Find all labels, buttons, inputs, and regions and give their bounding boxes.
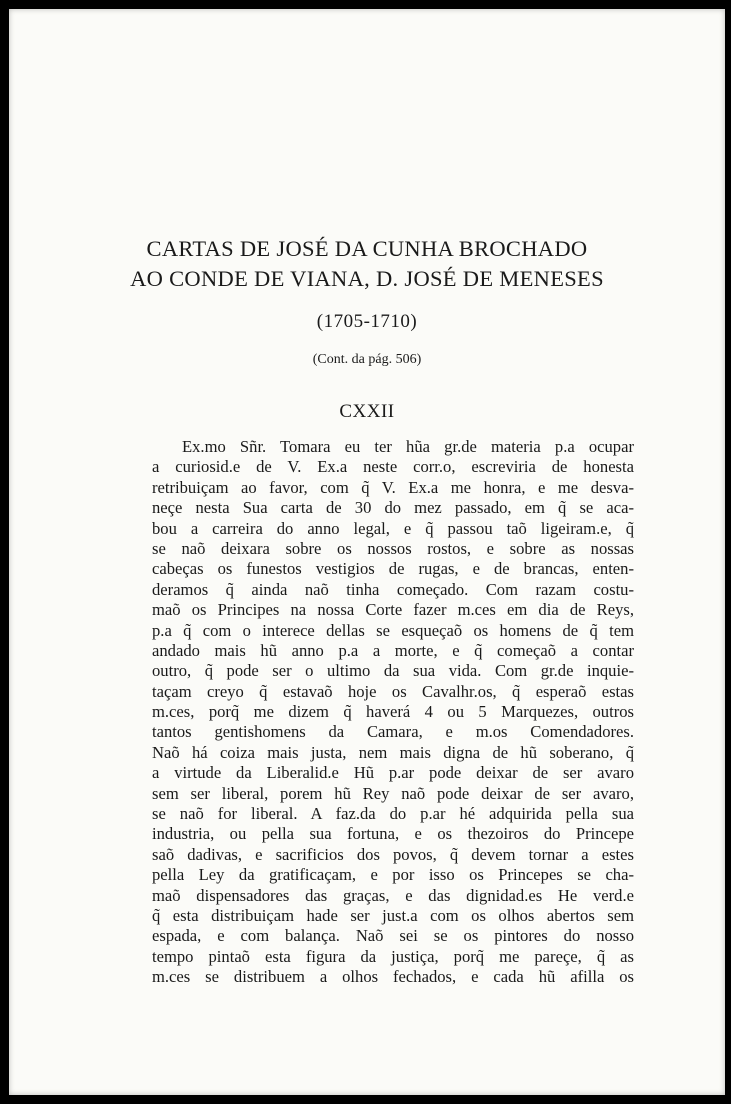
- text-line: m.ces se distribuem a olhos fechados, e cada hũ afilla os: [152, 967, 634, 987]
- article-title: [9, 234, 725, 294]
- text-line: neçe nesta Sua carta de 30 do mez passado, em q̃ se aca-: [152, 498, 634, 518]
- letter-body: [152, 437, 634, 988]
- title-line: AO CONDE DE VIANA, D. JOSÉ DE MENESES: [130, 266, 604, 291]
- text-line: a virtude da Liberalid.e Hũ p.ar pode deixar de ser avaro: [152, 763, 634, 783]
- text-line: saõ dadivas, e sacrificios dos povos, q̃ devem tornar a estes: [152, 844, 634, 864]
- text-line: espada, e com balança. Naõ sei se os pintores do nosso: [152, 926, 634, 946]
- text-line: taçam creyo q̃ estavaõ hoje os Cavalhr.os, q̃ esperaõ estas: [152, 681, 634, 701]
- text-line: Ex.mo Sñr. Tomara eu ter hũa gr.de materia p.a ocupar: [182, 437, 634, 456]
- text-line: pella Ley da gratificaçam, e por isso os Princepes se cha-: [152, 865, 634, 885]
- text-line: m.ces, porq̃ me dizem q̃ haverá 4 ou 5 Marquezes, outros: [152, 702, 634, 722]
- text-line: tempo pintaõ esta figura da justiça, porq̃ me pareçe, q̃ as: [152, 946, 634, 966]
- text-line: outro, q̃ pode ser o ultimo da sua vida. Com gr.de inquie-: [152, 661, 634, 681]
- text-line: deramos q̃ ainda naõ tinha começado. Com razam costu-: [152, 579, 634, 599]
- text-line: tantos gentishomens da Camara, e m.os Comendadores.: [152, 722, 634, 742]
- book-page: [9, 9, 725, 1095]
- date-range: (1705-1710): [316, 311, 418, 332]
- text-line: se naõ for liberal. A faz.da do p.ar hé adquirida pella sua: [152, 804, 634, 824]
- text-line: se naõ deixara sobre os nossos rostos, e sobre as nossas: [152, 538, 634, 558]
- text-line: Naõ há coiza mais justa, nem mais digna de hũ soberano, q̃: [152, 742, 634, 762]
- text-line: maõ dispensadores das graças, e das dignidad.es He verd.e: [152, 885, 634, 905]
- text-line: retribuiçam ao favor, com q̃ V. Ex.a me honra, e me desva-: [152, 477, 634, 497]
- letter-number: CXXII: [339, 401, 395, 422]
- text-line: maõ os Principes na nossa Corte fazer m.ces em dia de Reys,: [152, 600, 634, 620]
- text-line: sem ser liberal, porem hũ Rey naõ pode deixar de ser avaro,: [152, 783, 634, 803]
- text-line: cabeças os funestos vestigios de rugas, e de brancas, enten-: [152, 559, 634, 579]
- text-line: p.a q̃ com o interece dellas se esqueçaõ os homens de q̃ tem: [152, 620, 634, 640]
- continuation-note: (Cont. da pág. 506): [312, 352, 422, 367]
- text-line: a curiosid.e de V. Ex.a neste corr.o, escreviria de honesta: [152, 457, 634, 477]
- text-line: andado mais hũ anno p.a a morte, e q̃ começaõ a contar: [152, 640, 634, 660]
- text-line: q̃ esta distribuiçam hade ser just.a com os olhos abertos sem: [152, 905, 634, 925]
- title-line: CARTAS DE JOSÉ DA CUNHA BROCHADO: [146, 236, 588, 261]
- text-line: industria, ou pella sua fortuna, e os thezoiros do Princepe: [152, 824, 634, 844]
- text-line: bou a carreira do anno legal, e q̃ passou taõ ligeiram.e, q̃: [152, 518, 634, 538]
